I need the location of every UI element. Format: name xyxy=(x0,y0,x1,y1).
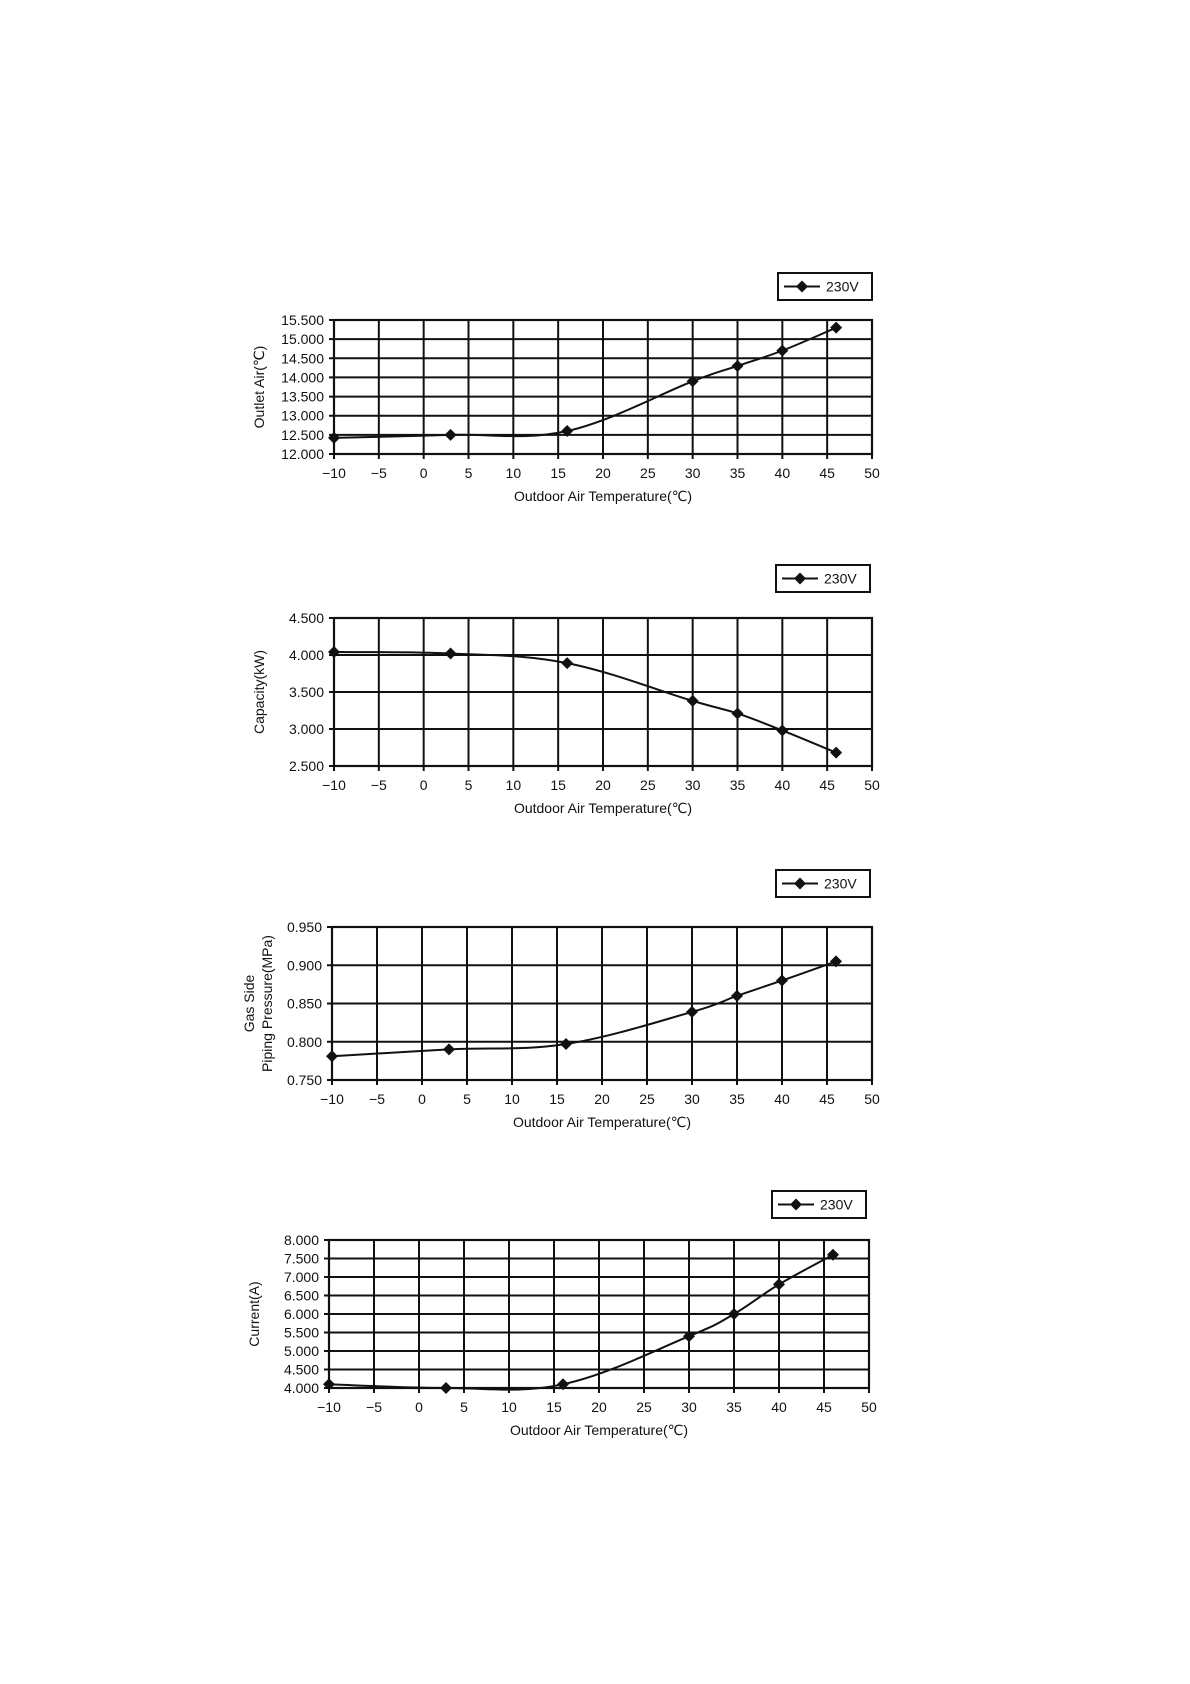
x-tick-label: 10 xyxy=(505,465,522,481)
x-tick-label: 20 xyxy=(594,1091,610,1107)
x-tick-label: 25 xyxy=(639,1091,655,1107)
x-tick-label: 45 xyxy=(819,465,835,481)
y-tick-label: 0.950 xyxy=(286,919,322,935)
x-axis-title: Outdoor Air Temperature(℃) xyxy=(512,1114,692,1130)
y-tick-label: 14.000 xyxy=(281,369,324,386)
x-tick-label: 45 xyxy=(819,777,835,793)
x-tick-label: −5 xyxy=(370,777,387,793)
x-tick-label: 15 xyxy=(550,777,566,793)
y-tick-label: 13.500 xyxy=(281,388,324,405)
x-tick-label: −10 xyxy=(317,1399,341,1415)
x-axis-title: Outdoor Air Temperature(℃) xyxy=(509,1422,689,1438)
x-tick-label: 35 xyxy=(729,465,746,481)
y-tick-label: 7.000 xyxy=(283,1269,319,1285)
x-tick-label: 25 xyxy=(636,1399,652,1415)
y-tick-label: 5.000 xyxy=(283,1343,319,1359)
x-tick-label: 5 xyxy=(460,1399,468,1415)
x-tick-label: 40 xyxy=(774,465,791,481)
x-tick-labels xyxy=(317,1399,877,1415)
x-tick-label: 45 xyxy=(819,1091,835,1107)
data-point-marker xyxy=(773,1278,785,1290)
x-tick-label: 20 xyxy=(595,465,611,481)
x-tick-label: 45 xyxy=(816,1399,832,1415)
x-tick-label: 5 xyxy=(464,465,473,481)
x-tick-label: −10 xyxy=(322,777,346,793)
x-tick-label: 10 xyxy=(501,1399,517,1415)
y-tick-label: 15.500 xyxy=(281,312,324,328)
y-tick-label: 4.000 xyxy=(288,647,324,663)
x-tick-label: 10 xyxy=(504,1091,520,1107)
x-tick-label: 50 xyxy=(864,777,880,793)
x-tick-label: 40 xyxy=(774,1091,790,1107)
y-tick-label: 8.000 xyxy=(283,1232,319,1248)
legend-label: 230V xyxy=(826,278,859,295)
y-tick-label: 0.800 xyxy=(286,1033,322,1050)
y-tick-label: 0.900 xyxy=(286,957,322,974)
data-point-marker xyxy=(440,1382,452,1394)
legend-label: 230V xyxy=(824,875,857,892)
y-tick-label: 2.500 xyxy=(288,758,324,774)
y-tick-label: 0.750 xyxy=(286,1072,322,1088)
y-tick-label: 15.000 xyxy=(281,331,324,348)
y-tick-label: 14.500 xyxy=(281,350,324,367)
y-tick-label: 0.850 xyxy=(286,995,322,1012)
x-tick-label: −5 xyxy=(369,1091,385,1107)
x-tick-label: 0 xyxy=(415,1399,423,1415)
x-tick-label: 50 xyxy=(861,1399,877,1415)
y-tick-label: 3.000 xyxy=(288,721,324,737)
x-tick-label: −10 xyxy=(322,465,346,481)
y-axis-title: Current(A) xyxy=(246,1281,262,1347)
x-tick-label: 15 xyxy=(546,1399,562,1415)
y-axis-title: Outlet Air(℃) xyxy=(251,345,267,429)
legend-label: 230V xyxy=(824,570,857,587)
x-tick-label: 20 xyxy=(591,1399,607,1415)
x-tick-label: 30 xyxy=(684,465,701,481)
data-point-marker xyxy=(728,1308,740,1320)
y-tick-label: 13.000 xyxy=(281,407,324,424)
x-tick-label: −5 xyxy=(370,465,387,481)
y-tick-label: 5.500 xyxy=(283,1324,319,1341)
x-tick-label: 30 xyxy=(684,1091,700,1107)
x-tick-label: 5 xyxy=(464,777,473,793)
x-tick-label: −5 xyxy=(366,1399,382,1415)
legend-label: 230V xyxy=(820,1196,853,1213)
x-tick-label: 30 xyxy=(681,1399,697,1415)
x-tick-label: 20 xyxy=(595,777,611,793)
x-axis-title: Outdoor Air Temperature(℃) xyxy=(513,488,693,504)
y-axis-title: Piping Pressure(MPa) xyxy=(259,935,275,1072)
x-tick-label: 40 xyxy=(774,777,791,793)
y-tick-labels xyxy=(284,1232,319,1396)
x-tick-label: 15 xyxy=(549,1091,565,1107)
y-tick-label: 4.500 xyxy=(283,1361,319,1378)
x-tick-label: 40 xyxy=(771,1399,787,1415)
x-tick-label: 10 xyxy=(505,777,522,793)
x-tick-label: 50 xyxy=(864,1091,880,1107)
y-axis-title: Capacity(kW) xyxy=(251,649,267,735)
y-tick-label: 4.500 xyxy=(288,610,324,626)
x-axis-title: Outdoor Air Temperature(℃) xyxy=(513,800,693,816)
y-tick-label: 12.500 xyxy=(281,426,324,443)
y-tick-label: 6.000 xyxy=(283,1306,319,1322)
y-tick-label: 12.000 xyxy=(281,446,324,462)
x-tick-label: 25 xyxy=(640,465,656,481)
y-tick-label: 3.500 xyxy=(288,684,324,700)
x-tick-label: 50 xyxy=(864,465,880,481)
y-tick-label: 7.500 xyxy=(283,1250,319,1267)
plot-grid xyxy=(324,1240,869,1393)
y-tick-label: 4.000 xyxy=(283,1380,319,1396)
x-tick-label: 35 xyxy=(726,1399,742,1415)
legend xyxy=(772,1191,866,1218)
x-tick-label: 15 xyxy=(550,465,566,481)
x-tick-label: 35 xyxy=(729,1091,745,1107)
x-tick-label: 0 xyxy=(419,777,428,793)
x-tick-label: 5 xyxy=(463,1091,471,1107)
y-tick-label: 6.500 xyxy=(283,1287,319,1304)
x-tick-label: 0 xyxy=(419,465,428,481)
x-tick-label: 35 xyxy=(729,777,746,793)
y-axis-title: Gas Side xyxy=(241,974,257,1033)
x-tick-label: −10 xyxy=(320,1091,344,1107)
x-tick-label: 25 xyxy=(640,777,656,793)
x-tick-label: 30 xyxy=(684,777,701,793)
x-tick-label: 0 xyxy=(418,1091,426,1107)
